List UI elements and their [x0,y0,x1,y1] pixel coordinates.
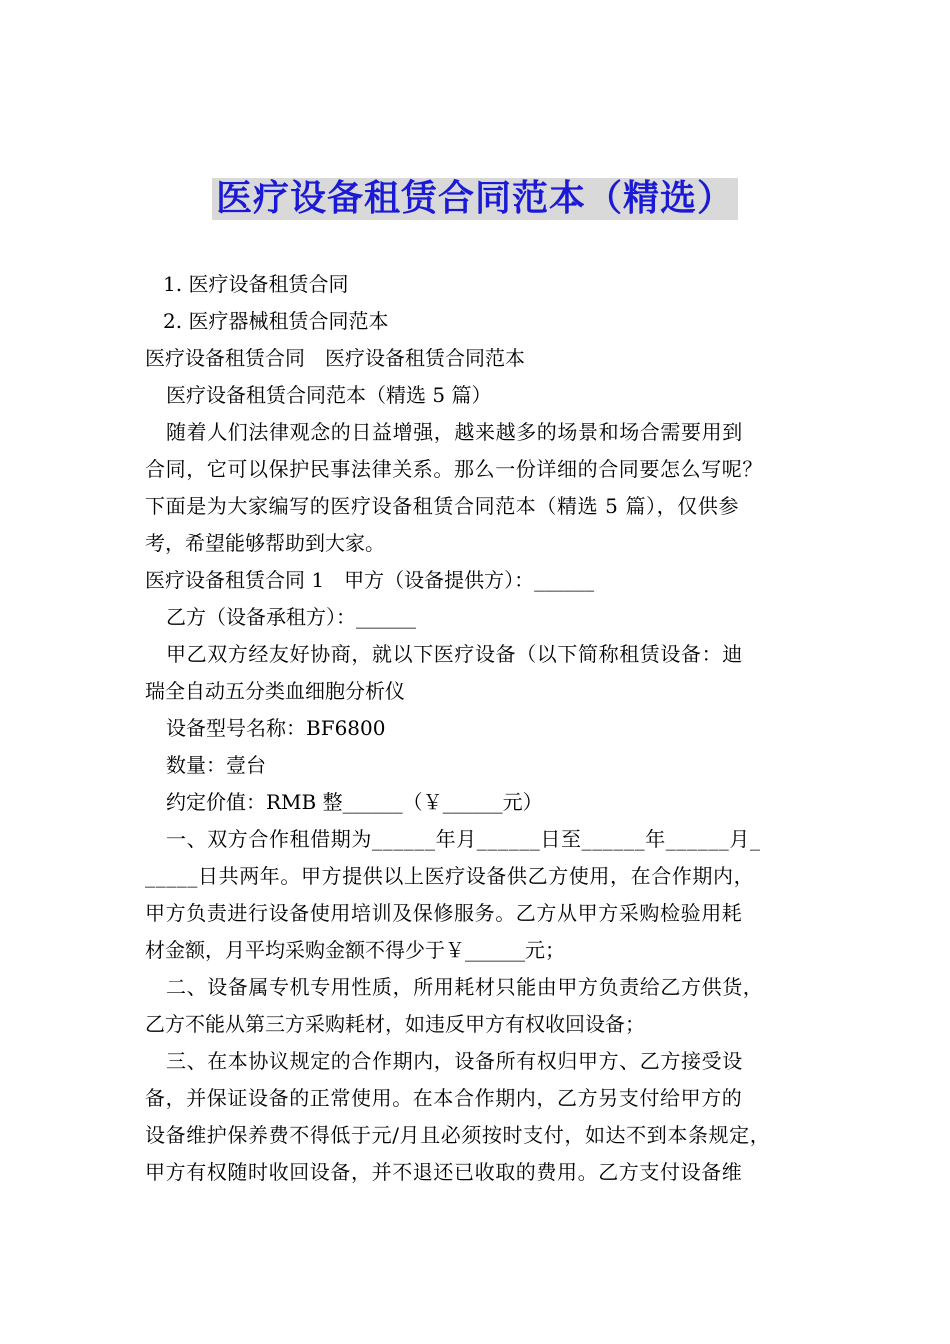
text-line: 合同，它可以保护民事法律关系。那么一份详细的合同要怎么写呢？ [145,457,763,481]
text-line: 备，并保证设备的正常使用。在本合作期内，乙方另支付给甲方的 [145,1086,743,1110]
text-line: 乙方不能从第三方采购耗材，如违反甲方有权收回设备； [145,1012,645,1036]
toc-item: 1. 医疗设备租赁合同 [163,272,349,296]
text-line: 三、在本协议规定的合作期内，设备所有权归甲方、乙方接受设 [166,1049,743,1073]
text-line: 医疗设备租赁合同 1 甲方（设备提供方）：______ [145,568,595,592]
text-line: 材金额，月平均采购金额不得少于￥______元； [145,938,565,962]
text-line: 设备型号名称：BF6800 [166,716,386,740]
text-line: 医疗设备租赁合同范本（精选 5 篇） [166,383,492,407]
document-body [145,266,815,1191]
text-line: 甲方负责进行设备使用培训及保修服务。乙方从甲方采购检验用耗 [145,901,743,925]
text-line: 约定价值：RMB 整______（￥______元） [166,790,543,814]
text-line: 甲乙双方经友好协商，就以下医疗设备（以下简称租赁设备：迪 [166,642,743,666]
text-line: 设备维护保养费不得低于元/月且必须按时支付，如达不到本条规定， [145,1123,771,1147]
text-line: 甲方有权随时收回设备，并不退还已收取的费用。乙方支付设备维 [145,1160,743,1184]
text-line: 瑞全自动五分类血细胞分析仪 [145,679,405,703]
text-line: 二、设备属专机专用性质，所用耗材只能由甲方负责给乙方供货， [166,975,764,999]
document-title: 医疗设备租赁合同范本（精选） [212,178,738,220]
text-line: 一、双方合作租借期为______年月______日至______年______月_ [166,827,761,851]
text-line: 考，希望能够帮助到大家。 [145,531,385,555]
title-container [0,178,950,220]
text-line: 下面是为大家编写的医疗设备租赁合同范本（精选 5 篇），仅供参 [145,494,740,518]
text-line: 医疗设备租赁合同 医疗设备租赁合同范本 [145,346,525,370]
text-line: 乙方（设备承租方）：______ [166,605,416,629]
toc-item: 2. 医疗器械租赁合同范本 [163,309,389,333]
text-line: 数量：壹台 [166,753,266,777]
text-line: 随着人们法律观念的日益增强，越来越多的场景和场合需要用到 [166,420,743,444]
text-line: _____日共两年。甲方提供以上医疗设备供乙方使用，在合作期内， [145,864,755,888]
